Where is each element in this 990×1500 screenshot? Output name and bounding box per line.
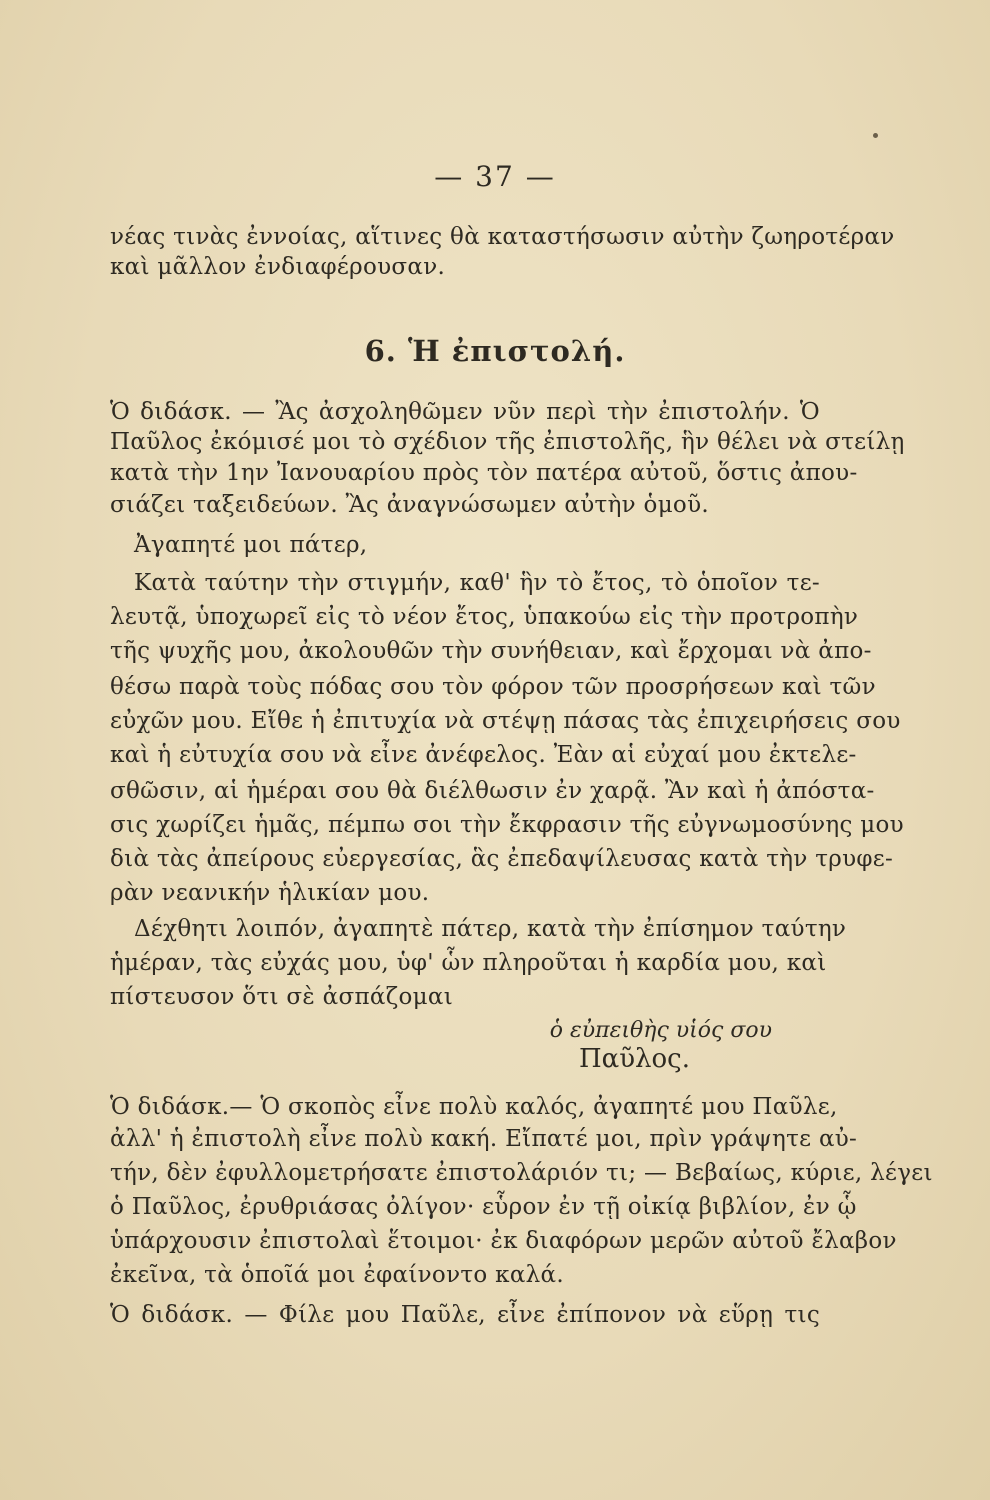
text-line: ὁ Παῦλος, ἐρυθριάσας ὀλίγον· εὗρον ἐν τῇ οἰκίᾳ βιβλίον, ἐν ᾧ [110,1194,857,1220]
text-line: τήν, δὲν ἐφυλλομετρήσατε ἐπιστολάριόν τι; — Βεβαίως, κύριε, λέγει [110,1160,933,1186]
letter-line: καὶ ἡ εὐτυχία σου νὰ εἶνε ἀνέφελος. Ἐὰν αἱ εὐχαί μου ἐκτελε- [110,742,857,768]
text-line: Ὁ διδάσκ.— Ὁ σκοπὸς εἶνε πολὺ καλός, ἀγαπητέ μου Παῦλε, [110,1094,838,1120]
letter-line: τῆς ψυχῆς μου, ἀκολουθῶν τὴν συνήθειαν, καὶ ἔρχομαι νὰ ἀπο- [110,638,872,664]
text-line: ἀλλ' ἡ ἐπιστολὴ εἶνε πολὺ κακή. Εἴπατέ μοι, πρὶν γράψητε αὐ- [110,1126,858,1152]
letter-line: σθῶσιν, αἱ ἡμέραι σου θὰ διέλθωσιν ἐν χαρᾷ. Ἂν καὶ ἡ ἀπόστα- [110,778,875,804]
text-line: Ὁ διδάσκ. — Ἂς ἀσχοληθῶμεν νῦν περὶ τὴν ἐπιστολήν. Ὁ [110,399,820,425]
letter-line: σις χωρίζει ἡμᾶς, πέμπω σοι τὴν ἔκφρασιν τῆς εὐγνωμοσύνης μου [110,812,904,838]
letter-line: λευτᾷ, ὑποχωρεῖ εἰς τὸ νέον ἔτος, ὑπακούω εἰς τὴν προτροπὴν [110,604,859,630]
text-line: ἐκεῖνα, τὰ ὁποῖά μοι ἐφαίνοντο καλά. [110,1262,564,1288]
text-line: νέας τινὰς ἐννοίας, αἵτινες θὰ καταστήσωσιν αὐτὴν ζωηροτέραν [110,224,895,250]
letter-closing-line: ἡμέραν, τὰς εὐχάς μου, ὑφ' ὧν πληροῦται ἡ καρδία μου, καὶ [110,950,827,976]
text-line: καὶ μᾶλλον ἐνδιαφέρουσαν. [110,254,446,280]
ink-speck [873,133,878,138]
letter-signature: Παῦλος. [579,1044,690,1074]
text-line: Ὁ διδάσκ. — Φίλε μου Παῦλε, εἶνε ἐπίπονον νὰ εὕρῃ τις [110,1302,820,1328]
letter-closing-line: Δέχθητι λοιπόν, ἀγαπητὲ πάτερ, κατὰ τὴν ἐπίσημον ταύτην [134,916,847,942]
section-title: 6. Ἡ ἐπιστολή. [364,334,626,368]
letter-line: εὐχῶν μου. Εἴθε ἡ ἐπιτυχία νὰ στέψῃ πάσας τὰς ἐπιχειρήσεις σου [110,708,901,734]
letter-signoff: ὁ εὐπειθὴς υἱός σου [549,1018,772,1043]
page-number: — 37 — [434,160,556,193]
text-line: σιάζει ταξειδεύων. Ἂς ἀναγνώσωμεν αὐτὴν ὁμοῦ. [110,492,709,518]
letter-line: θέσω παρὰ τοὺς πόδας σου τὸν φόρον τῶν προσρήσεων καὶ τῶν [110,674,876,700]
text-line: κατὰ τὴν 1ην Ἰανουαρίου πρὸς τὸν πατέρα αὐτοῦ, ὅστις ἀπου- [110,460,858,486]
letter-line: ρὰν νεανικήν ἡλικίαν μου. [110,880,430,906]
letter-salutation: Ἀγαπητέ μοι πάτερ, [134,532,368,558]
letter-line: διὰ τὰς ἀπείρους εὐεργεσίας, ἃς ἐπεδαψίλευσας κατὰ τὴν τρυφε- [110,846,894,872]
letter-line: Κατὰ ταύτην τὴν στιγμήν, καθ' ἣν τὸ ἔτος, τὸ ὁποῖον τε- [134,570,820,596]
letter-closing-line: πίστευσον ὅτι σὲ ἀσπάζομαι [110,984,454,1010]
text-line: Παῦλος ἐκόμισέ μοι τὸ σχέδιον τῆς ἐπιστολῆς, ἣν θέλει νὰ στείλῃ [110,429,905,455]
text-line: ὑπάρχουσιν ἐπιστολαὶ ἕτοιμοι· ἐκ διαφόρων μερῶν αὐτοῦ ἔλαβον [110,1228,897,1254]
